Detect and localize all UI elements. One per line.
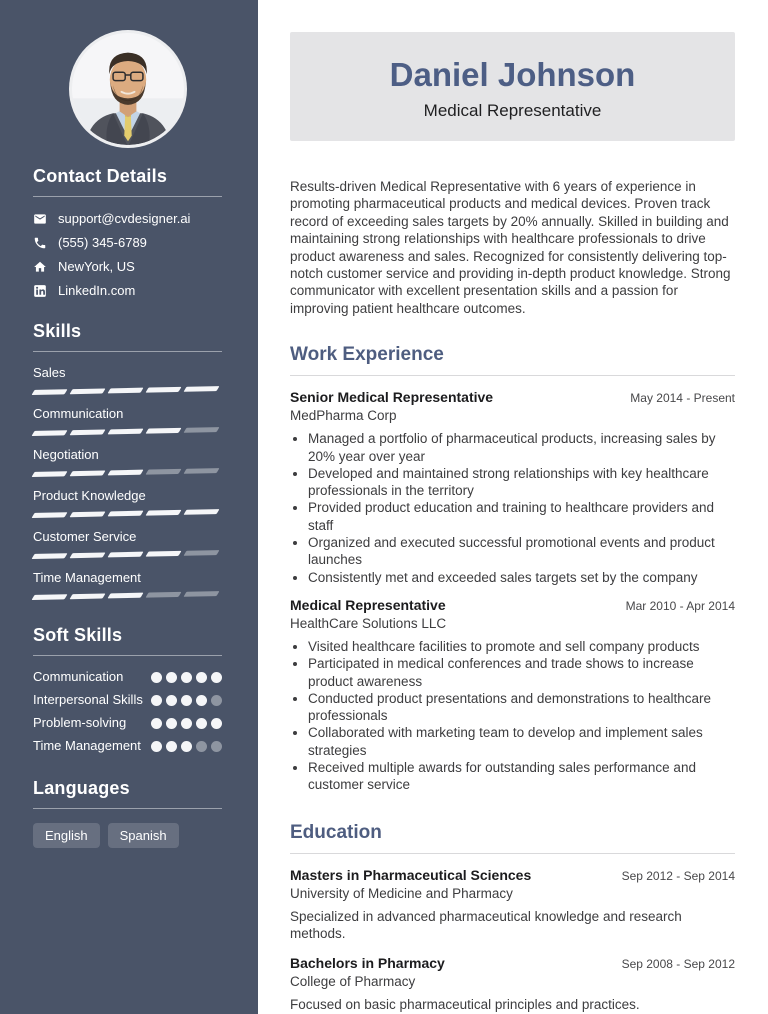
rating-dot [151, 718, 162, 729]
soft-skill-dots [151, 714, 222, 729]
soft-skill-label: Time Management [33, 738, 141, 753]
skill-bar-segment [183, 591, 219, 597]
skill-bar-segment [145, 551, 181, 557]
bullet-item: • Visited healthcare facilities to promote and sell company products [308, 638, 735, 655]
contact-item-location [33, 259, 222, 274]
soft-skill-row [33, 691, 222, 709]
skill-bar-segment [183, 427, 219, 433]
bullet-item: • Provided product education and training to healthcare providers and staff [308, 499, 735, 534]
education-title: Education [290, 822, 735, 854]
education-header [290, 867, 735, 883]
skill-item [33, 529, 222, 557]
job-bullet-list [290, 430, 735, 586]
soft-skills-title: Soft Skills [33, 625, 222, 656]
language-tags [33, 823, 222, 848]
soft-skill-row [33, 714, 222, 732]
rating-dot [211, 695, 222, 706]
skill-item [33, 365, 222, 393]
rating-dot [196, 718, 207, 729]
skill-bar [33, 386, 222, 395]
rating-dot [211, 741, 222, 752]
skill-bar-segment [70, 429, 106, 435]
skill-bar-segment [107, 511, 143, 517]
soft-skill-row [33, 737, 222, 755]
rating-dot [151, 695, 162, 706]
skill-bar-segment [32, 471, 68, 477]
languages-section [33, 778, 222, 848]
skill-item [33, 570, 222, 598]
rating-dot [166, 672, 177, 683]
contact-phone-text: (555) 345-6789 [58, 235, 147, 250]
skill-label: Sales [33, 365, 66, 380]
skill-bar-segment [107, 593, 143, 599]
soft-skill-label: Problem-solving [33, 715, 127, 730]
degree-name: Bachelors in Pharmacy [290, 955, 445, 972]
rating-dot [166, 718, 177, 729]
linkedin-icon [33, 284, 47, 298]
rating-dot [181, 672, 192, 683]
skill-bar-segment [107, 388, 143, 394]
languages-title: Languages [33, 778, 222, 809]
skill-bar-segment [183, 550, 219, 556]
skill-item [33, 447, 222, 475]
skill-bar-segment [70, 470, 106, 476]
soft-skill-dots [151, 668, 222, 683]
work-experience-title: Work Experience [290, 344, 735, 376]
rating-dot [196, 741, 207, 752]
skill-bar-segment [107, 429, 143, 435]
contact-linkedin-text: LinkedIn.com [58, 283, 136, 298]
skill-label: Negotiation [33, 447, 99, 462]
contact-title: Contact Details [33, 166, 222, 197]
job-bullet-list [290, 638, 735, 794]
skill-item [33, 406, 222, 434]
job-header [290, 389, 735, 405]
skill-bar-segment [32, 389, 68, 395]
school-name: University of Medicine and Pharmacy [290, 885, 513, 901]
profile-photo [72, 33, 184, 145]
bullet-item: • Organized and executed successful promotional events and product launches [308, 534, 735, 569]
bullet-item: • Collaborated with marketing team to develop and implement sales strategies [308, 724, 735, 759]
person-name: Daniel Johnson [389, 56, 636, 93]
rating-dot [181, 718, 192, 729]
skill-bar [33, 591, 222, 600]
soft-skill-dots [151, 691, 222, 706]
skills-section [33, 321, 222, 598]
skill-bar-segment [145, 387, 181, 393]
education-dates: Sep 2012 - Sep 2014 [621, 868, 735, 883]
skill-bar-segment [145, 510, 181, 516]
rating-dot [166, 695, 177, 706]
education-description: Specialized in advanced pharmaceutical knowledge and research methods. [290, 908, 682, 941]
skill-label: Communication [33, 406, 124, 421]
bullet-item: • Conducted product presentations and demonstrations to healthcare professionals [308, 690, 735, 725]
skill-bar-segment [145, 469, 181, 475]
envelope-icon [33, 212, 47, 226]
skill-bar-segment [32, 430, 68, 436]
education-description: Focused on basic pharmaceutical principles and practices. [290, 997, 640, 1013]
person-job-title: Medical Representative [423, 101, 602, 120]
skill-item [33, 488, 222, 516]
skills-title: Skills [33, 321, 222, 352]
contact-item-phone [33, 235, 222, 250]
job-role: Medical Representative [290, 596, 446, 613]
rating-dot [211, 672, 222, 683]
name-header [290, 32, 735, 141]
rating-dot [181, 741, 192, 752]
job-company: HealthCare Solutions LLC [290, 615, 447, 631]
language-tag-spanish: Spanish [108, 823, 179, 848]
job-role: Senior Medical Representative [290, 389, 494, 406]
skill-bar-segment [70, 552, 106, 558]
skill-bar-segment [107, 552, 143, 558]
skill-label: Customer Service [33, 529, 137, 544]
skill-bar-segment [183, 509, 219, 515]
skill-bar-segment [32, 553, 68, 559]
language-tag-english: English [33, 823, 100, 848]
contact-location-text: NewYork, US [58, 259, 135, 274]
bullet-item: • Participated in medical conferences and trade shows to increase product awareness [308, 655, 735, 690]
contact-section [33, 166, 222, 298]
skill-bar [33, 550, 222, 559]
contact-item-linkedin[interactable] [33, 283, 222, 298]
skill-bar-segment [32, 512, 68, 518]
sidebar [0, 0, 258, 1014]
skill-label: Time Management [33, 570, 141, 585]
bullet-item: • Received multiple awards for outstanding sales performance and customer service [308, 759, 735, 794]
skill-bar [33, 427, 222, 436]
soft-skill-row [33, 668, 222, 686]
skill-bar-segment [32, 594, 68, 600]
soft-skill-dots [151, 737, 222, 752]
skill-bar-segment [145, 428, 181, 434]
contact-item-email[interactable] [33, 211, 222, 226]
job-company: MedPharma Corp [290, 408, 397, 424]
contact-email-text: support@cvdesigner.ai [58, 211, 191, 226]
summary-paragraph: Results-driven Medical Representative with 6 years of experience in promoting pharmaceutical products and medical devices. Proven track record of exceeding sales targets by 20% annually. Skilled in building and maintaining strong relationships with healthcare professionals to drive product awareness and sales. Recognized for consistently delivering top-notch customer service and providing in-depth product knowledge. Strong communicator with excellent presentation skills and a passion for improving patient healthcare outcomes. [290, 179, 731, 316]
rating-dot [196, 695, 207, 706]
job-dates: May 2014 - Present [630, 391, 735, 406]
education-entry [290, 955, 735, 1013]
main-column [258, 0, 768, 1014]
degree-name: Masters in Pharmaceutical Sciences [290, 866, 532, 883]
soft-skills-section [33, 625, 222, 755]
skill-bar [33, 509, 222, 518]
education-header [290, 955, 735, 971]
skill-bar [33, 468, 222, 477]
bullet-item: • Developed and maintained strong relationships with key healthcare professionals in the territory [308, 465, 735, 500]
rating-dot [196, 672, 207, 683]
work-experience-section [290, 344, 735, 793]
job-dates: Mar 2010 - Apr 2014 [625, 598, 735, 613]
skill-label: Product Knowledge [33, 488, 146, 503]
skill-bar-segment [183, 386, 219, 392]
skill-bar-segment [70, 511, 106, 517]
skill-bar-segment [107, 470, 143, 476]
job-header [290, 597, 735, 613]
home-icon [33, 260, 47, 274]
phone-icon [33, 236, 47, 250]
rating-dot [151, 672, 162, 683]
profile-photo-illustration [72, 33, 184, 145]
job-entry [290, 597, 735, 794]
rating-dot [166, 741, 177, 752]
bullet-item: • Managed a portfolio of pharmaceutical products, increasing sales by 20% year over year [308, 430, 735, 465]
education-entry [290, 867, 735, 943]
soft-skill-label: Communication [33, 669, 124, 684]
soft-skill-label: Interpersonal Skills [33, 692, 143, 707]
job-entry [290, 389, 735, 586]
school-name: College of Pharmacy [290, 974, 416, 990]
rating-dot [181, 695, 192, 706]
skill-bar-segment [145, 592, 181, 598]
skill-bar-segment [183, 468, 219, 474]
skill-bar-segment [70, 593, 106, 599]
rating-dot [211, 718, 222, 729]
bullet-item: • Consistently met and exceeded sales targets set by the company [308, 569, 735, 586]
education-dates: Sep 2008 - Sep 2012 [621, 957, 735, 972]
skill-bar-segment [70, 388, 106, 394]
contact-list [33, 211, 222, 298]
education-section [290, 822, 735, 1014]
rating-dot [151, 741, 162, 752]
